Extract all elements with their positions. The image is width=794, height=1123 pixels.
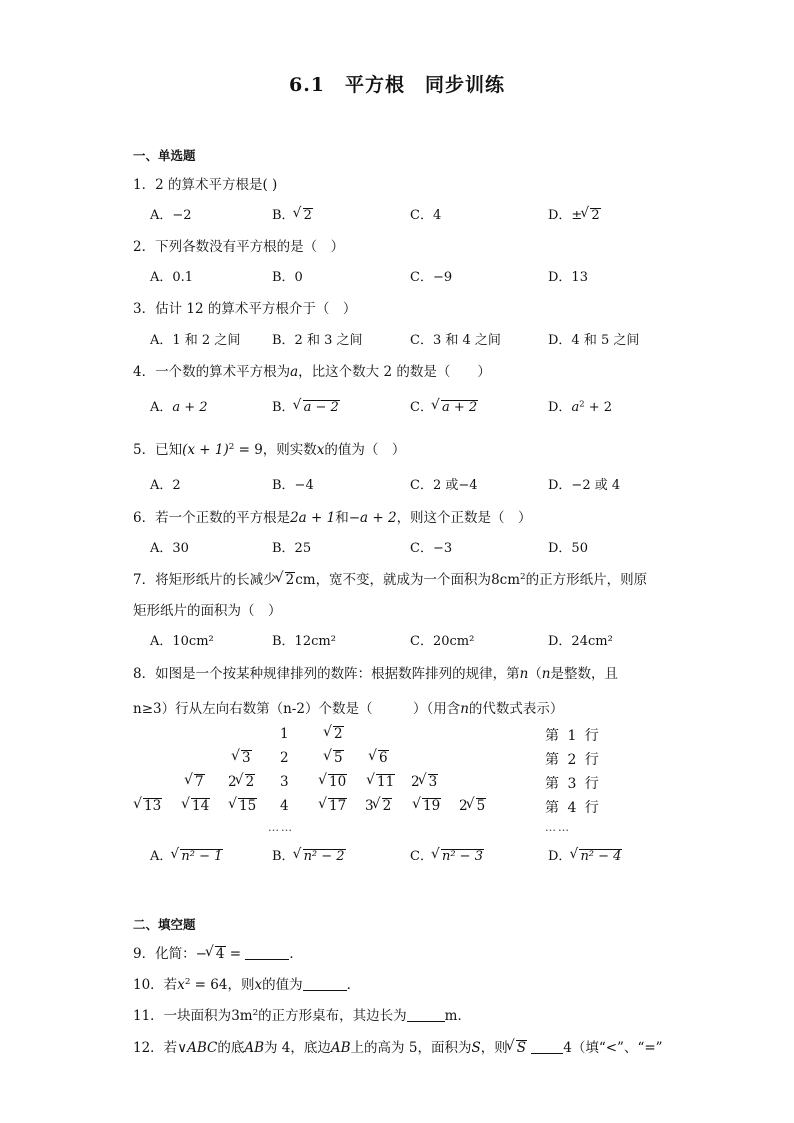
section-heading-fill-blank: 二、填空题 bbox=[133, 917, 196, 932]
q1-option-c: C．4 bbox=[410, 208, 442, 223]
q8-option-c: C．√ n² − 3 bbox=[410, 845, 484, 864]
q1-option-b: B．√ 2 bbox=[272, 204, 313, 223]
q2-option-b: B．0 bbox=[272, 270, 303, 285]
q8-option-a: A．√ n² − 1 bbox=[150, 845, 223, 864]
q5-option-a: A．2 bbox=[150, 478, 181, 493]
question-12: 12．若∨ABC的底AB为 4，底边AB上的高为 5，面积为S，则√ S 4（填“<”、“=” bbox=[133, 1036, 663, 1056]
q9-answer-blank[interactable] bbox=[245, 947, 289, 960]
q10-answer-blank[interactable] bbox=[303, 978, 347, 991]
question-11: 11．一块面积为$3m^2$的正方形桌布，其边长为 m． bbox=[133, 1008, 471, 1024]
array-r4-1: √ 13 bbox=[135, 798, 162, 814]
q7-option-c: C．20cm² bbox=[410, 634, 475, 649]
q5-option-d: D．−2 或 4 bbox=[548, 478, 621, 493]
array-r4-6: 3√ 2 bbox=[365, 798, 392, 814]
question-7-stem-line2: 矩形纸片的面积为（ ） bbox=[133, 603, 282, 619]
question-6-stem: 6．若一个正数的平方根是2a + 1和−a + 2，则这个正数是（ ） bbox=[133, 510, 532, 526]
row-label-2: 第 2 行 bbox=[545, 752, 601, 768]
array-r4-7: √ 19 bbox=[414, 798, 441, 814]
q2-option-d: D．13 bbox=[548, 270, 588, 285]
question-9: 9．化简：−√ 4 = ． bbox=[133, 942, 303, 962]
q4-option-d: D．$a^2 + 2$ bbox=[548, 398, 613, 415]
question-8-stem-line1: 8．如图是一个按某种规律排列的数阵：根据数阵排列的规律，第n（n是整数，且 bbox=[133, 666, 618, 682]
array-r1-2: √ 2 bbox=[325, 726, 344, 742]
array-r2-3: √ 5 bbox=[325, 750, 344, 766]
array-r2-1: √ 3 bbox=[233, 750, 252, 766]
q3-option-d: D．4 和 5 之间 bbox=[548, 333, 640, 348]
question-5-stem: 5．已知$(x + 1)^2 = 9$，则实数x的值为（ ） bbox=[133, 442, 406, 458]
q5-option-c: C．2 或−4 bbox=[410, 478, 478, 493]
q7-option-b: B．12cm² bbox=[272, 634, 336, 649]
q7-option-d: D．24cm² bbox=[548, 634, 613, 649]
q1-option-d: D．±√ 2 bbox=[548, 204, 601, 223]
row-label-ellipsis: …… bbox=[545, 821, 571, 834]
array-r3-2: 2√ 2 bbox=[228, 774, 255, 790]
row-label-1: 第 1 行 bbox=[545, 728, 601, 744]
array-r4-8: 2√ 5 bbox=[459, 798, 486, 814]
q8-option-d: D．√ n² − 4 bbox=[548, 845, 622, 864]
array-ellipsis: …… bbox=[268, 821, 294, 834]
question-10: 10．若$x^2 = 64$，则x的值为 ． bbox=[133, 977, 361, 993]
array-r4-3: √ 15 bbox=[230, 798, 257, 814]
q4-option-b: B．√ a − 2 bbox=[272, 396, 340, 415]
array-r4-2: √ 14 bbox=[183, 798, 210, 814]
array-r3-3: 3 bbox=[280, 774, 289, 790]
q4-option-a: A．a + 2 bbox=[150, 400, 208, 415]
q6-option-c: C．−3 bbox=[410, 541, 453, 556]
page-title: 6.1 平方根 同步训练 bbox=[288, 74, 506, 96]
q2-option-a: A．0.1 bbox=[150, 270, 194, 285]
array-r4-4: 4 bbox=[280, 798, 289, 814]
q11-answer-blank[interactable] bbox=[407, 1009, 445, 1022]
row-label-3: 第 3 行 bbox=[545, 776, 601, 792]
q3-option-a: A．1 和 2 之间 bbox=[150, 333, 241, 348]
array-r1-1: 1 bbox=[280, 726, 289, 742]
question-7-stem-line1: 7．将矩形纸片的长减少√ 2cm，宽不变，就成为一个面积为$8cm^2$的正方形纸片，则原 bbox=[133, 568, 647, 588]
q3-option-c: C．3 和 4 之间 bbox=[410, 333, 501, 348]
array-r3-5: √ 11 bbox=[368, 774, 395, 790]
array-r2-2: 2 bbox=[280, 750, 289, 766]
array-r3-6: 2√ 3 bbox=[411, 774, 438, 790]
q1-option-a: A．−2 bbox=[150, 208, 192, 223]
q7-option-a: A．10cm² bbox=[150, 634, 214, 649]
question-1-stem: 1．2 的算术平方根是( ) bbox=[133, 177, 278, 193]
section-heading-single-choice: 一、单选题 bbox=[133, 148, 196, 163]
q6-option-d: D．50 bbox=[548, 541, 588, 556]
question-2-stem: 2．下列各数没有平方根的是（ ） bbox=[133, 239, 345, 255]
q4-option-c: C．√ a + 2 bbox=[410, 396, 478, 415]
q6-option-b: B．25 bbox=[272, 541, 312, 556]
question-4-stem: 4．一个数的算术平方根为a，比这个数大 2 的数是（ ） bbox=[133, 364, 491, 380]
question-3-stem: 3．估计 12 的算术平方根介于（ ） bbox=[133, 301, 357, 317]
q6-option-a: A．30 bbox=[150, 541, 189, 556]
array-r3-4: √ 10 bbox=[320, 774, 347, 790]
q12-answer-blank[interactable] bbox=[531, 1041, 563, 1054]
q8-option-b: B．√ n² − 2 bbox=[272, 845, 346, 864]
q3-option-b: B．2 和 3 之间 bbox=[272, 333, 363, 348]
array-r4-5: √ 17 bbox=[320, 798, 347, 814]
array-r2-4: √ 6 bbox=[370, 750, 389, 766]
question-8-stem-line2: n≥3）行从左向右数第（n-2）个数是（ ）（用含n的代数式表示） bbox=[133, 701, 564, 717]
q5-option-b: B．−4 bbox=[272, 478, 314, 493]
array-r3-1: √ 7 bbox=[186, 774, 205, 790]
q2-option-c: C．−9 bbox=[410, 270, 453, 285]
row-label-4: 第 4 行 bbox=[545, 800, 601, 816]
